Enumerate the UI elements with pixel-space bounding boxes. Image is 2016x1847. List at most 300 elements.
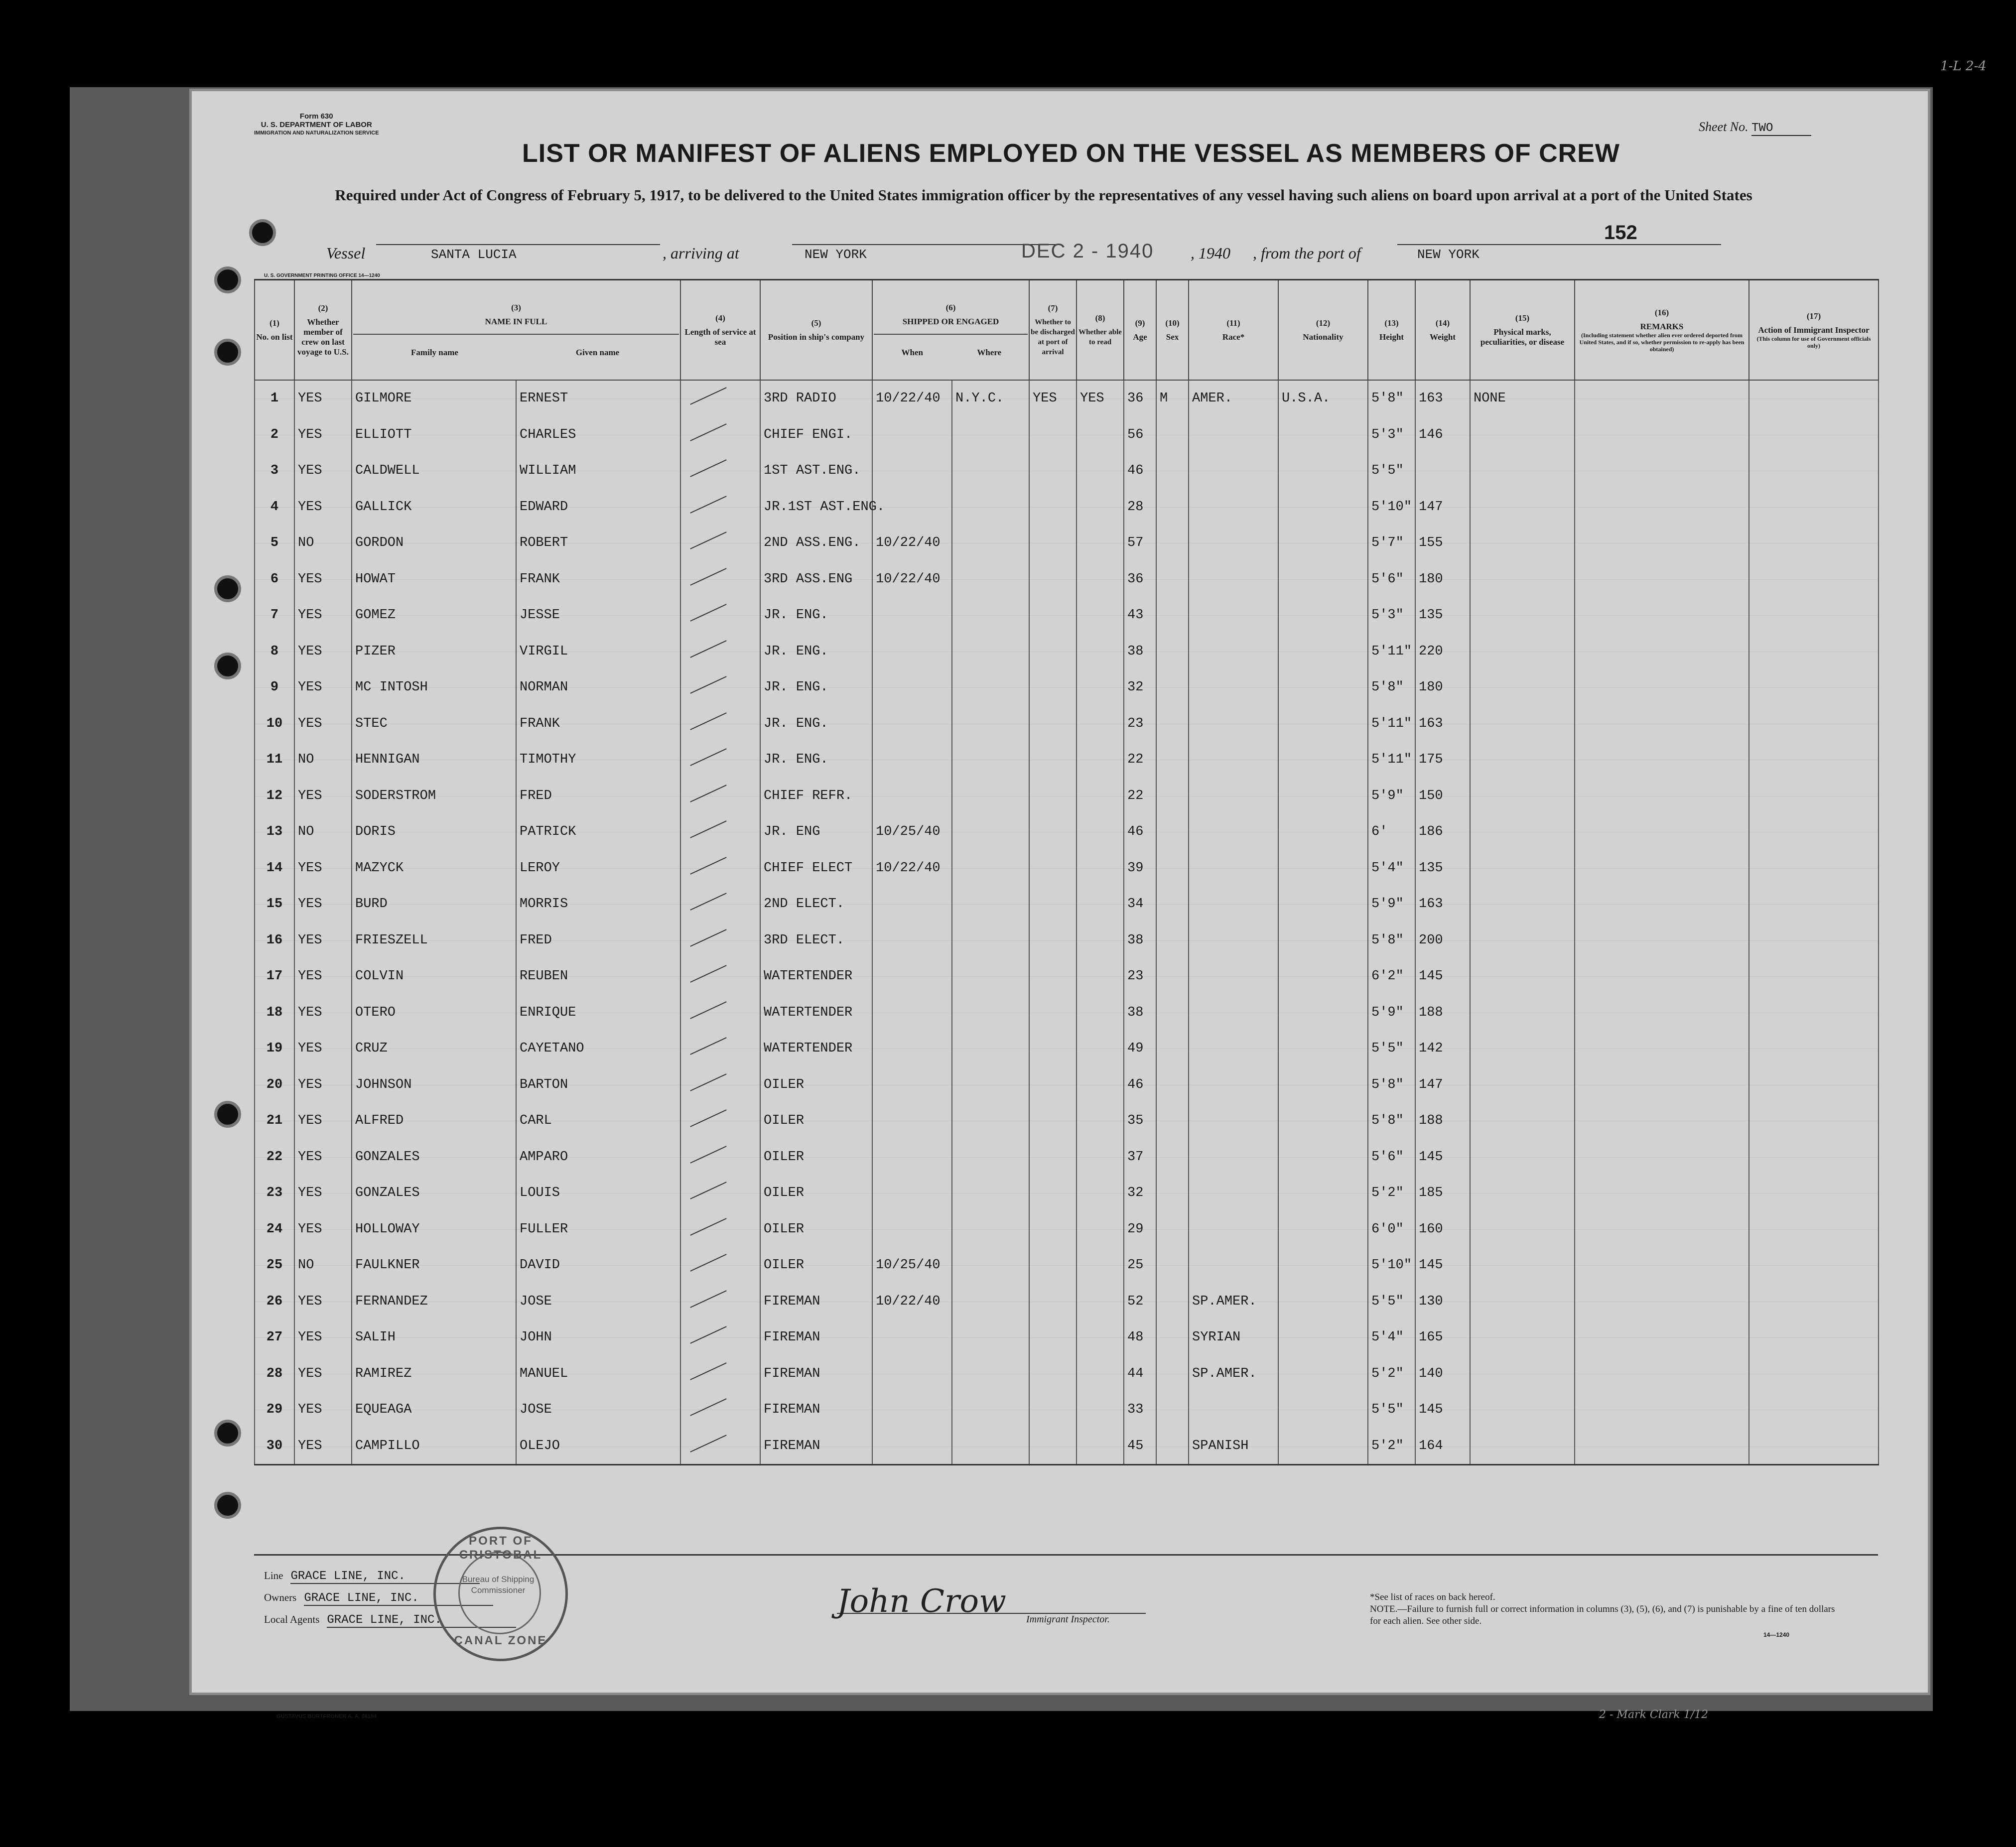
family-name-cell: HENNIGAN <box>352 742 516 778</box>
row-number: 6 <box>255 561 294 598</box>
given-name-cell: MANUEL <box>516 1356 680 1392</box>
inspector-action-cell <box>1749 886 1879 923</box>
shipped-where-cell <box>952 1175 1029 1211</box>
inspector-action-cell <box>1749 1103 1879 1139</box>
nationality-cell <box>1278 1319 1368 1356</box>
position-cell: OILER <box>760 1175 872 1211</box>
last-voyage-cell: YES <box>294 958 352 995</box>
race-cell: AMER. <box>1189 380 1278 417</box>
inspector-caption: Immigrant Inspector. <box>1026 1614 1110 1625</box>
last-voyage-cell: YES <box>294 706 352 742</box>
weight-cell: 164 <box>1415 1428 1470 1465</box>
given-name-cell: FRANK <box>516 561 680 598</box>
shipped-when-cell <box>872 453 952 489</box>
row-number: 26 <box>255 1284 294 1320</box>
discharge-cell <box>1029 1356 1076 1392</box>
discharge-cell <box>1029 1103 1076 1139</box>
nationality-cell <box>1278 742 1368 778</box>
position-cell: JR. ENG. <box>760 706 872 742</box>
service-length-cell <box>680 1067 760 1103</box>
discharge-cell <box>1029 1211 1076 1248</box>
inspector-action-cell <box>1749 742 1879 778</box>
able-to-read-cell <box>1076 742 1124 778</box>
col-weight-header: (14) Weight <box>1415 280 1470 381</box>
table-row <box>255 1284 1879 1320</box>
service-length-cell <box>680 669 760 706</box>
race-cell: SPANISH <box>1189 1428 1278 1465</box>
from-label: , from the port of <box>1253 244 1361 262</box>
last-voyage-cell: YES <box>294 1067 352 1103</box>
last-voyage-cell: YES <box>294 669 352 706</box>
physical-marks-cell <box>1470 1319 1575 1356</box>
row-number: 22 <box>255 1139 294 1176</box>
nationality-cell: U.S.A. <box>1278 380 1368 417</box>
weight-cell: 175 <box>1415 742 1470 778</box>
age-cell: 23 <box>1124 706 1156 742</box>
height-cell: 5'8" <box>1368 380 1415 417</box>
service-length-cell <box>680 1103 760 1139</box>
position-cell: FIREMAN <box>760 1356 872 1392</box>
owners-value: GRACE LINE, INC. <box>304 1591 493 1606</box>
discharge-cell <box>1029 1319 1076 1356</box>
race-cell <box>1189 453 1278 489</box>
service-length-cell <box>680 417 760 453</box>
table-row <box>255 1175 1879 1211</box>
port-stamp: PORT OF CRISTOBAL Bureau of Shipping Commissioner CANAL ZONE <box>433 1527 568 1661</box>
weight-cell: 188 <box>1415 1103 1470 1139</box>
col-position-header: (5) Position in ship's company <box>760 280 872 381</box>
age-cell: 36 <box>1124 561 1156 598</box>
age-cell: 43 <box>1124 597 1156 634</box>
given-name-cell: VIRGIL <box>516 634 680 670</box>
able-to-read-cell <box>1076 1428 1124 1465</box>
shipped-when-cell <box>872 1139 952 1176</box>
nationality-cell <box>1278 1067 1368 1103</box>
family-name-cell: GORDON <box>352 525 516 561</box>
row-number: 13 <box>255 814 294 850</box>
height-cell: 5'2" <box>1368 1428 1415 1465</box>
shipped-when-cell: 10/22/40 <box>872 561 952 598</box>
shipped-when-cell <box>872 597 952 634</box>
table-row <box>255 886 1879 923</box>
nationality-cell <box>1278 1428 1368 1465</box>
form-header <box>254 112 379 137</box>
discharge-cell <box>1029 1067 1076 1103</box>
col-length-service-header: (4) Length of service at sea <box>680 280 760 381</box>
table-row <box>255 706 1879 742</box>
race-cell <box>1189 814 1278 850</box>
inspector-action-cell <box>1749 1175 1879 1211</box>
shipped-when-cell <box>872 1428 952 1465</box>
table-row <box>255 814 1879 850</box>
remarks-cell <box>1575 1103 1749 1139</box>
age-cell: 25 <box>1124 1247 1156 1284</box>
height-cell: 5'8" <box>1368 1103 1415 1139</box>
discharge-cell <box>1029 489 1076 526</box>
last-voyage-cell: NO <box>294 814 352 850</box>
height-cell: 5'11" <box>1368 634 1415 670</box>
sex-cell <box>1156 814 1189 850</box>
shipped-where-cell <box>952 1392 1029 1428</box>
position-cell: OILER <box>760 1247 872 1284</box>
inspector-action-cell <box>1749 1139 1879 1176</box>
physical-marks-cell <box>1470 706 1575 742</box>
given-name-cell: LEROY <box>516 850 680 887</box>
nationality-cell <box>1278 1103 1368 1139</box>
able-to-read-cell <box>1076 814 1124 850</box>
sex-cell <box>1156 706 1189 742</box>
race-cell <box>1189 489 1278 526</box>
table-row <box>255 1103 1879 1139</box>
inspector-action-cell <box>1749 814 1879 850</box>
vessel-line <box>326 240 1721 266</box>
physical-marks-cell <box>1470 1139 1575 1176</box>
service-length-cell <box>680 1319 760 1356</box>
nationality-cell <box>1278 417 1368 453</box>
penalty-notes <box>1370 1591 1843 1627</box>
age-cell: 37 <box>1124 1139 1156 1176</box>
remarks-cell <box>1575 1067 1749 1103</box>
inspector-action-cell <box>1749 489 1879 526</box>
physical-marks-cell <box>1470 1175 1575 1211</box>
service-length-cell <box>680 597 760 634</box>
row-number: 12 <box>255 778 294 814</box>
physical-marks-cell <box>1470 417 1575 453</box>
shipped-when-cell: 10/25/40 <box>872 1247 952 1284</box>
nationality-cell <box>1278 489 1368 526</box>
form-code: 14—1240 <box>1763 1631 1790 1638</box>
table-row <box>255 380 1879 417</box>
crew-manifest-table <box>254 279 1879 1465</box>
position-cell: OILER <box>760 1067 872 1103</box>
table-row <box>255 1356 1879 1392</box>
position-cell: JR. ENG. <box>760 634 872 670</box>
physical-marks-cell <box>1470 669 1575 706</box>
nationality-cell <box>1278 669 1368 706</box>
col-shipped-header: (6) SHIPPED OR ENGAGED When Where <box>872 280 1029 381</box>
inspector-action-cell <box>1749 597 1879 634</box>
position-cell: JR.1ST AST.ENG. <box>760 489 872 526</box>
position-cell: OILER <box>760 1103 872 1139</box>
nationality-cell <box>1278 561 1368 598</box>
inspector-action-cell <box>1749 1284 1879 1320</box>
physical-marks-cell <box>1470 1031 1575 1067</box>
position-cell: JR. ENG. <box>760 597 872 634</box>
row-number: 16 <box>255 923 294 959</box>
col-inspector-action-header: (17) Action of Immigrant Inspector (This column for use of Government officials only) <box>1749 280 1879 381</box>
sex-cell <box>1156 634 1189 670</box>
row-number: 15 <box>255 886 294 923</box>
position-cell: JR. ENG. <box>760 742 872 778</box>
shipped-when-cell <box>872 958 952 995</box>
nationality-cell <box>1278 706 1368 742</box>
race-cell <box>1189 525 1278 561</box>
table-row <box>255 561 1879 598</box>
form-number: Form 630 <box>299 112 333 121</box>
physical-marks-cell <box>1470 1103 1575 1139</box>
shipped-where-cell <box>952 1031 1029 1067</box>
year-label: , 1940 <box>1191 244 1230 262</box>
agents-value: GRACE LINE, INC. <box>327 1613 516 1628</box>
inspector-action-cell <box>1749 453 1879 489</box>
family-name-cell: FAULKNER <box>352 1247 516 1284</box>
row-number: 4 <box>255 489 294 526</box>
service-length-cell <box>680 1211 760 1248</box>
last-voyage-cell: YES <box>294 1392 352 1428</box>
col-marks-header: (15) Physical marks, peculiarities, or disease <box>1470 280 1575 381</box>
remarks-cell <box>1575 453 1749 489</box>
given-name-cell: PATRICK <box>516 814 680 850</box>
family-name-cell: EQUEAGA <box>352 1392 516 1428</box>
able-to-read-cell <box>1076 1031 1124 1067</box>
remarks-cell <box>1575 489 1749 526</box>
nationality-cell <box>1278 634 1368 670</box>
inspector-signature <box>837 1583 1146 1625</box>
table-row <box>255 1428 1879 1465</box>
remarks-cell <box>1575 778 1749 814</box>
discharge-cell <box>1029 634 1076 670</box>
vessel-label: Vessel <box>326 244 366 262</box>
sheet-number <box>1699 120 1811 136</box>
height-cell: 5'5" <box>1368 1284 1415 1320</box>
age-cell: 52 <box>1124 1284 1156 1320</box>
last-voyage-cell: YES <box>294 1139 352 1176</box>
discharge-cell <box>1029 1428 1076 1465</box>
physical-marks-cell <box>1470 1428 1575 1465</box>
shipped-where-cell <box>952 1067 1029 1103</box>
height-cell: 5'11" <box>1368 706 1415 742</box>
sheet-value: TWO <box>1751 122 1811 136</box>
nationality-cell <box>1278 814 1368 850</box>
race-cell <box>1189 1211 1278 1248</box>
age-cell: 32 <box>1124 1175 1156 1211</box>
nationality-cell <box>1278 850 1368 887</box>
table-row <box>255 1139 1879 1176</box>
height-cell: 5'9" <box>1368 778 1415 814</box>
nationality-cell <box>1278 1211 1368 1248</box>
service-length-cell <box>680 1247 760 1284</box>
last-voyage-cell: YES <box>294 1175 352 1211</box>
physical-marks-cell <box>1470 597 1575 634</box>
weight-cell: 135 <box>1415 597 1470 634</box>
row-number: 10 <box>255 706 294 742</box>
able-to-read-cell <box>1076 597 1124 634</box>
row-number: 18 <box>255 995 294 1031</box>
age-cell: 39 <box>1124 850 1156 887</box>
family-name-cell: GALLICK <box>352 489 516 526</box>
shipped-when-cell <box>872 417 952 453</box>
weight-cell: 135 <box>1415 850 1470 887</box>
height-cell: 5'7" <box>1368 525 1415 561</box>
service-name: IMMIGRATION AND NATURALIZATION SERVICE <box>254 130 379 136</box>
fine-note: NOTE.—Failure to furnish full or correct information in columns (3), (5), (6), and (7) is punishable by a fine of ten dollars for each alien. See other side. <box>1370 1604 1835 1626</box>
sex-cell <box>1156 742 1189 778</box>
shipped-when-cell <box>872 1067 952 1103</box>
discharge-cell <box>1029 995 1076 1031</box>
physical-marks-cell <box>1470 1284 1575 1320</box>
race-cell <box>1189 1392 1278 1428</box>
able-to-read-cell <box>1076 1175 1124 1211</box>
given-name-cell: MORRIS <box>516 886 680 923</box>
printer-imprint: GUSTAVUS BORTFRONER A. A. 08194 <box>276 1714 377 1719</box>
shipped-when-cell: 10/22/40 <box>872 525 952 561</box>
table-row <box>255 850 1879 887</box>
remarks-cell <box>1575 706 1749 742</box>
nationality-cell <box>1278 886 1368 923</box>
height-cell: 5'10" <box>1368 1247 1415 1284</box>
shipped-when-cell <box>872 1356 952 1392</box>
race-cell <box>1189 706 1278 742</box>
remarks-cell <box>1575 380 1749 417</box>
able-to-read-cell <box>1076 1284 1124 1320</box>
age-cell: 46 <box>1124 1067 1156 1103</box>
shipped-where-cell <box>952 453 1029 489</box>
sex-cell <box>1156 886 1189 923</box>
remarks-cell <box>1575 1139 1749 1176</box>
height-cell: 5'10" <box>1368 489 1415 526</box>
last-voyage-cell: YES <box>294 886 352 923</box>
inspector-action-cell <box>1749 1067 1879 1103</box>
able-to-read-cell: YES <box>1076 380 1124 417</box>
service-length-cell <box>680 634 760 670</box>
family-name-cell: OTERO <box>352 995 516 1031</box>
position-cell: OILER <box>760 1211 872 1248</box>
shipped-when-cell: 10/22/40 <box>872 380 952 417</box>
shipped-where-cell <box>952 1139 1029 1176</box>
height-cell: 6'2" <box>1368 958 1415 995</box>
position-cell: FIREMAN <box>760 1392 872 1428</box>
sex-cell <box>1156 1175 1189 1211</box>
physical-marks-cell <box>1470 742 1575 778</box>
discharge-cell: YES <box>1029 380 1076 417</box>
race-cell <box>1189 1139 1278 1176</box>
shipped-when-cell <box>872 1175 952 1211</box>
shipped-where-cell <box>952 1247 1029 1284</box>
line-field: Line GRACE LINE, INC. <box>264 1570 480 1584</box>
height-cell: 5'4" <box>1368 1319 1415 1356</box>
inspector-action-cell <box>1749 669 1879 706</box>
sex-cell <box>1156 1139 1189 1176</box>
family-name-cell: FERNANDEZ <box>352 1284 516 1320</box>
race-cell <box>1189 742 1278 778</box>
nationality-cell <box>1278 1247 1368 1284</box>
weight-cell: 163 <box>1415 886 1470 923</box>
height-cell: 6'0" <box>1368 1211 1415 1248</box>
family-name-cell: HOLLOWAY <box>352 1211 516 1248</box>
physical-marks-cell: NONE <box>1470 380 1575 417</box>
last-voyage-cell: YES <box>294 778 352 814</box>
sex-cell <box>1156 561 1189 598</box>
remarks-cell <box>1575 1319 1749 1356</box>
service-length-cell <box>680 886 760 923</box>
able-to-read-cell <box>1076 958 1124 995</box>
shipped-where-cell <box>952 1211 1029 1248</box>
col-height-header: (13) Height <box>1368 280 1415 381</box>
sex-cell <box>1156 1319 1189 1356</box>
discharge-cell <box>1029 923 1076 959</box>
discharge-cell <box>1029 417 1076 453</box>
binder-hole <box>214 1101 241 1128</box>
given-name-cell: BARTON <box>516 1067 680 1103</box>
col-race-header: (11) Race* <box>1189 280 1278 381</box>
remarks-cell <box>1575 958 1749 995</box>
race-cell <box>1189 886 1278 923</box>
weight-cell: 160 <box>1415 1211 1470 1248</box>
nationality-cell <box>1278 525 1368 561</box>
remarks-cell <box>1575 669 1749 706</box>
last-voyage-cell: YES <box>294 561 352 598</box>
row-number: 24 <box>255 1211 294 1248</box>
service-length-cell <box>680 1175 760 1211</box>
remarks-cell <box>1575 597 1749 634</box>
weight-cell: 165 <box>1415 1319 1470 1356</box>
shipped-when-cell <box>872 1392 952 1428</box>
age-cell: 44 <box>1124 1356 1156 1392</box>
page-title: LIST OR MANIFEST OF ALIENS EMPLOYED ON THE VESSEL AS MEMBERS OF CREW <box>522 139 1620 168</box>
shipped-where-cell <box>952 1428 1029 1465</box>
race-cell <box>1189 1247 1278 1284</box>
table-row <box>255 958 1879 995</box>
able-to-read-cell <box>1076 923 1124 959</box>
row-number: 19 <box>255 1031 294 1067</box>
age-cell: 36 <box>1124 380 1156 417</box>
service-length-cell <box>680 1428 760 1465</box>
remarks-cell <box>1575 1356 1749 1392</box>
service-length-cell <box>680 850 760 887</box>
sex-cell: M <box>1156 380 1189 417</box>
physical-marks-cell <box>1470 850 1575 887</box>
position-cell: CHIEF REFR. <box>760 778 872 814</box>
height-cell: 5'4" <box>1368 850 1415 887</box>
position-cell: FIREMAN <box>760 1428 872 1465</box>
last-voyage-cell: NO <box>294 742 352 778</box>
age-cell: 38 <box>1124 634 1156 670</box>
nationality-cell <box>1278 958 1368 995</box>
weight-cell: 145 <box>1415 1392 1470 1428</box>
discharge-cell <box>1029 1139 1076 1176</box>
able-to-read-cell <box>1076 417 1124 453</box>
remarks-cell <box>1575 923 1749 959</box>
sex-cell <box>1156 1284 1189 1320</box>
table-row <box>255 669 1879 706</box>
sex-cell <box>1156 958 1189 995</box>
table-row <box>255 597 1879 634</box>
remarks-cell <box>1575 1428 1749 1465</box>
weight-cell: 146 <box>1415 417 1470 453</box>
sex-cell <box>1156 525 1189 561</box>
discharge-cell <box>1029 1392 1076 1428</box>
sex-cell <box>1156 669 1189 706</box>
inspector-action-cell <box>1749 1392 1879 1428</box>
physical-marks-cell <box>1470 1356 1575 1392</box>
discharge-cell <box>1029 1031 1076 1067</box>
discharge-cell <box>1029 669 1076 706</box>
shipped-when-cell <box>872 706 952 742</box>
family-name-cell: CAMPILLO <box>352 1428 516 1465</box>
family-name-cell: MAZYCK <box>352 850 516 887</box>
weight-cell: 140 <box>1415 1356 1470 1392</box>
last-voyage-cell: YES <box>294 597 352 634</box>
age-cell: 33 <box>1124 1392 1156 1428</box>
table-row <box>255 525 1879 561</box>
service-length-cell <box>680 489 760 526</box>
family-name-cell: STEC <box>352 706 516 742</box>
nationality-cell <box>1278 1392 1368 1428</box>
given-name-cell: ENRIQUE <box>516 995 680 1031</box>
position-cell: WATERTENDER <box>760 995 872 1031</box>
inspector-action-cell <box>1749 380 1879 417</box>
shipped-where-cell <box>952 597 1029 634</box>
